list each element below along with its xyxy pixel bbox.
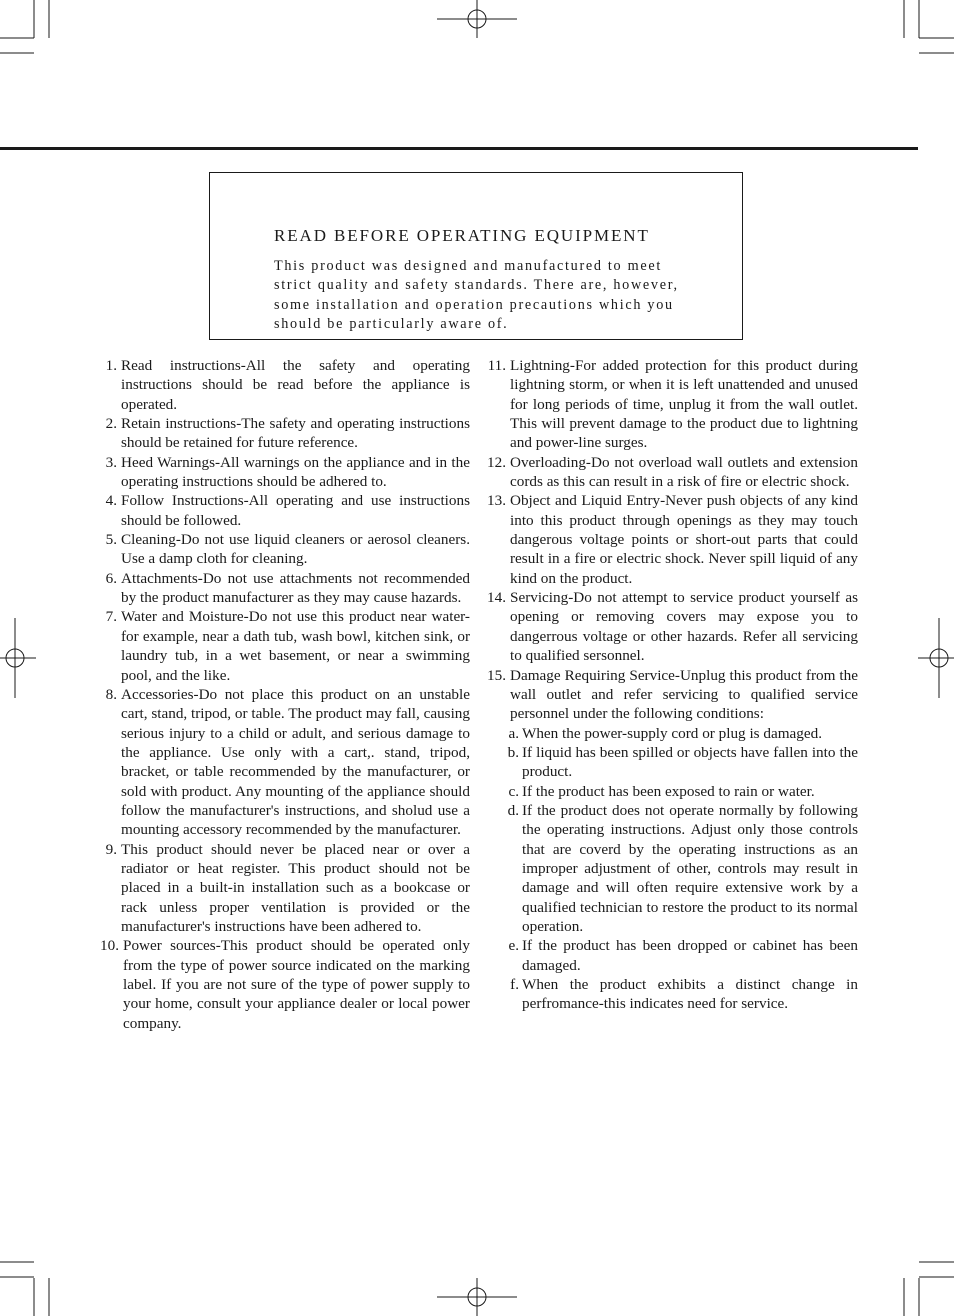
item-number: 9. <box>105 840 117 858</box>
item-number: 10. <box>100 937 119 955</box>
item-text: Water and Moisture-Do not use this product near water-for example, near a dath tub, wash bowl, kitchen sink, or laundry tub, in a wet basement, or near a swimming pool, and the like. <box>121 608 470 684</box>
sub-item-text: When the power-supply cord or plug is damaged. <box>522 724 822 742</box>
item-text: Read instructions-All the safety and operating instructions should be read before the appliance is operated. <box>121 357 470 413</box>
item-text: Servicing-Do not attempt to service product yourself as opening or removing covers may expose you to dangerrous voltage or other hazards. Refer all servicing to qualified sersonnel. <box>510 589 858 665</box>
list-item <box>94 491 470 530</box>
item-text: Heed Warnings-All warnings on the appliance and in the operating instructions should be adhered to. <box>121 453 470 491</box>
item-text: Retain instructions-The safety and operating instructions should be retained for future reference. <box>121 415 470 452</box>
item-text: Attachments-Do not use attachments not recommended by the product manufacturer as they may cause hazards. <box>121 569 470 607</box>
sub-list-item <box>480 724 858 743</box>
notice-box <box>209 172 743 340</box>
notice-line: should be particularly aware of. <box>274 315 509 332</box>
item-number: 15. <box>487 666 506 684</box>
sub-item-text: If the product has been exposed to rain or water. <box>522 782 815 800</box>
item-text: Object and Liquid Entry-Never push objects of any kind into this product through openings as they may touch dangerous voltage points or short-out parts that could result in a fire or electric shock. Never spill liquid of any kind on the product. <box>510 492 858 587</box>
notice-line: This product was designed and manufactured to meet <box>274 258 662 274</box>
right-column <box>480 356 858 1014</box>
list-item <box>94 685 470 840</box>
left-column <box>94 356 470 1033</box>
item-text: Damage Requiring Service-Unplug this product from the wall outlet and refer servicing to qualified service personnel under the following conditions: <box>510 666 858 723</box>
sub-item-letter: a. <box>508 724 519 742</box>
item-number: 7. <box>105 608 117 626</box>
sub-item-letter: e. <box>508 937 519 955</box>
sub-item-letter: c. <box>508 782 519 800</box>
item-number: 6. <box>105 569 117 587</box>
item-number: 5. <box>105 531 117 549</box>
list-item <box>480 356 858 453</box>
list-item <box>94 936 470 1033</box>
sub-item-letter: f. <box>510 976 519 993</box>
list-item <box>480 453 858 492</box>
sub-item-letter: b. <box>507 743 519 761</box>
list-item <box>480 588 858 665</box>
item-number: 4. <box>105 492 117 510</box>
sub-list-item <box>480 743 858 782</box>
item-text: Follow Instructions-All operating and use instructions should be followed. <box>121 492 470 529</box>
item-text: Accessories-Do not place this product on an unstable cart, stand, tripod, or table. The product may fall, causing serious injury to a child or adult, and serious damage to the appliance. Use only with a cart,. stand, tripod, bracket, or table recommended by the manufacturer, or sold with product. Any mounting of the appliance should follow the manufacturer's instructions, and sholud use a mounting accessory recommended by the manufacturer. <box>121 685 470 839</box>
sub-item-text: When the product exhibits a distinct change in perfromance-this indicates need for service. <box>522 976 858 1013</box>
sub-list-item <box>480 801 858 936</box>
item-number: 11. <box>487 357 506 374</box>
item-number: 2. <box>105 415 117 433</box>
item-number: 1. <box>105 357 117 374</box>
list-item <box>94 530 470 569</box>
list-item <box>94 414 470 453</box>
sub-item-text: If liquid has been spilled or objects have fallen into the product. <box>522 743 858 781</box>
item-text: Power sources-This product should be operated only from the type of power source indicated on the marking label. If you are not sure of the type of power supply to your home, consult your appliance dealer or local power company. <box>123 937 470 1032</box>
item-number: 12. <box>487 453 506 471</box>
sub-item-text: If the product has been dropped or cabinet has been damaged. <box>522 937 858 974</box>
item-text: This product should never be placed near or over a radiator or heat register. This product should not be placed in a built-in installation such as a bookcase or rack unless proper ventilation is provided or the manufacturer's instructions have been adhered to. <box>121 840 470 935</box>
list-item <box>94 569 470 608</box>
notice-line: strict quality and safety standards. There are, however, <box>274 277 679 294</box>
list-item <box>94 453 470 492</box>
sub-item-text: If the product does not operate normally by following the operating instructions. Adjust only those controls that are coverd by the operating instructions as an improper adjustment of other, controls may result in damage and will often require extensive work by a qualified technician to restore the product to its normal operation. <box>522 801 858 935</box>
item-text: Overloading-Do not overload wall outlets and extension cords as this can result in a risk of fire or electric shock. <box>510 453 858 491</box>
item-text: Lightning-For added protection for this product during lightning storm, or when it is left unattended and unused for long periods of time, unplug it from the wall outlet. This will prevent damage to the product due to lightning and power-line surges. <box>510 357 858 452</box>
header-rule <box>0 147 918 150</box>
list-item <box>94 840 470 937</box>
notice-body <box>274 257 732 334</box>
notice-title: READ BEFORE OPERATING EQUIPMENT <box>274 226 650 245</box>
list-item <box>480 491 858 588</box>
list-item <box>94 356 470 414</box>
item-number: 13. <box>487 492 506 510</box>
item-number: 3. <box>105 453 117 471</box>
list-item <box>94 607 470 684</box>
list-item <box>480 666 858 724</box>
sub-item-letter: d. <box>507 801 519 819</box>
item-text: Cleaning-Do not use liquid cleaners or aerosol cleaners. Use a damp cloth for cleaning. <box>121 531 470 568</box>
sub-list-item <box>480 782 858 801</box>
item-number: 14. <box>487 589 506 607</box>
sub-list-item <box>480 936 858 975</box>
notice-line: some installation and operation precautions which you <box>274 296 674 313</box>
sub-list-item <box>480 975 858 1014</box>
item-number: 8. <box>105 685 117 703</box>
